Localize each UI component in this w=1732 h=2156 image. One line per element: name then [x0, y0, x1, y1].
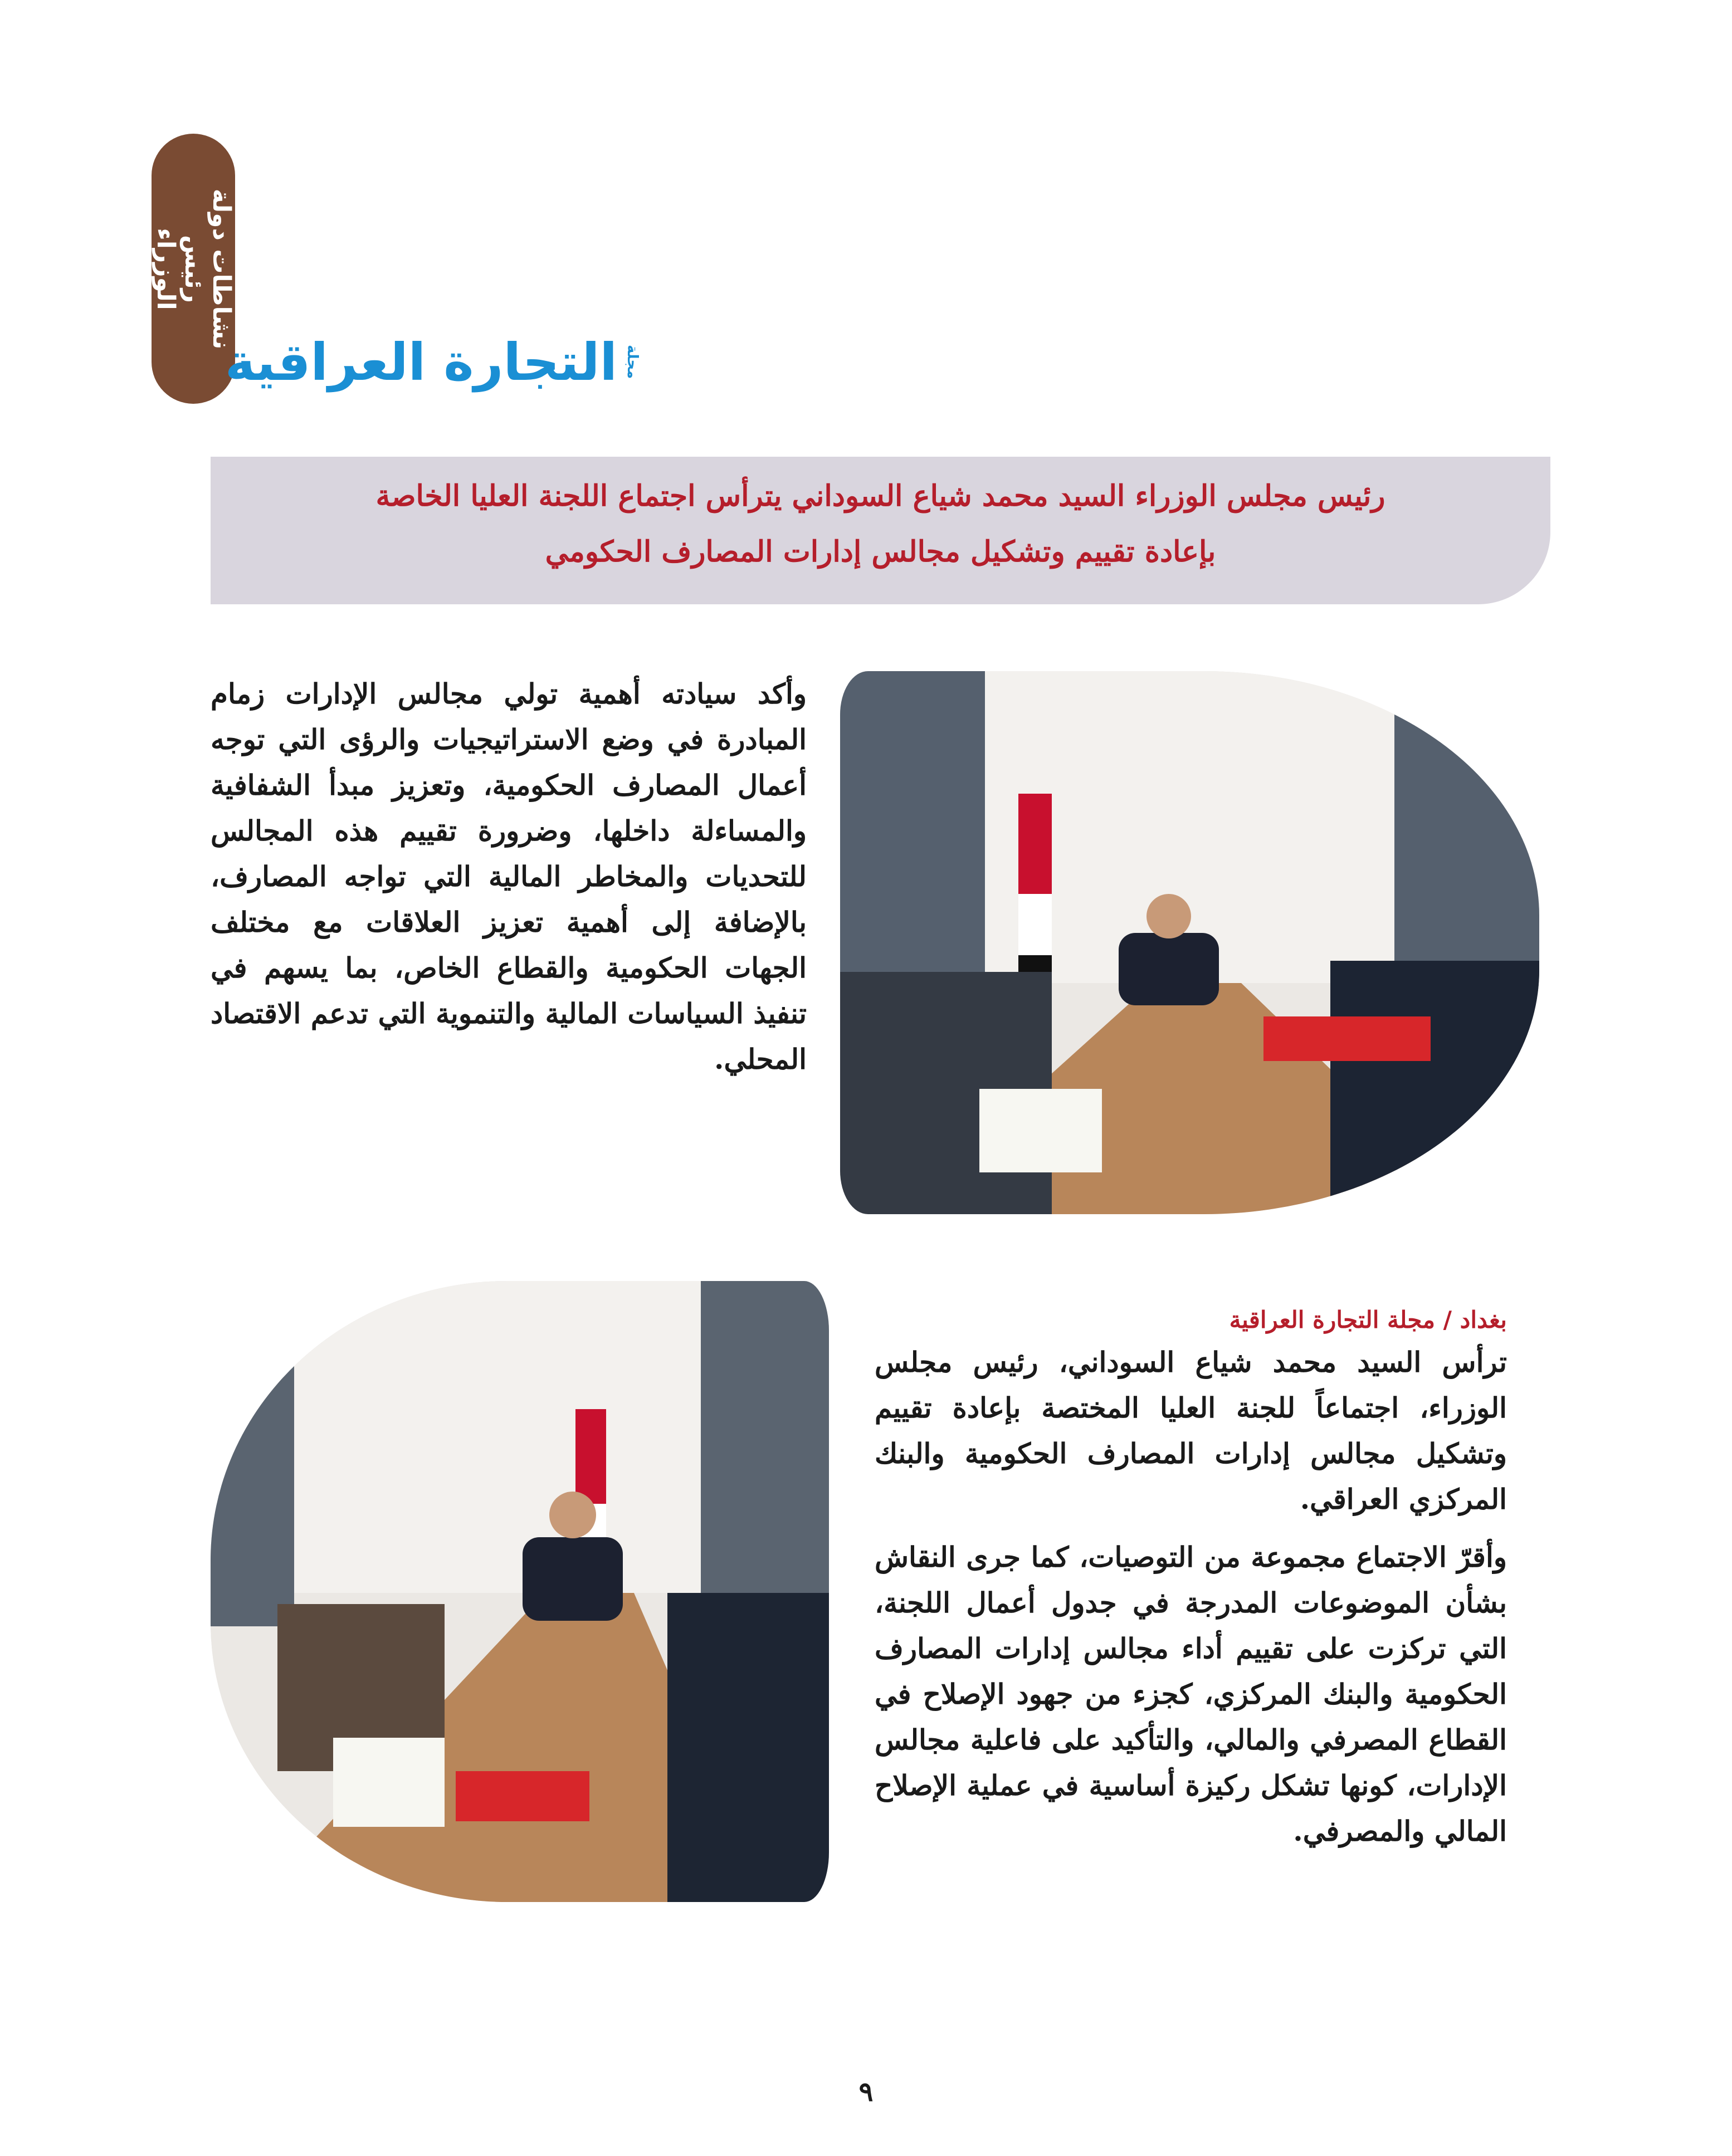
meeting-photo-1-image — [840, 671, 1539, 1214]
section-tab-label: نشاطات دولة رئيس الوزراء — [152, 188, 236, 349]
masthead-small-label: مجلة — [624, 345, 641, 379]
page-number: ٩ — [858, 2076, 874, 2108]
magazine-masthead — [225, 329, 641, 395]
article-right-column — [875, 1301, 1507, 1866]
meeting-photo-2-image — [211, 1281, 829, 1902]
article-paragraph-2: وأقرّ الاجتماع مجموعة من التوصيات، كما جرى النقاش بشأن الموضوعات المدرجة في جدول أعمال اللجنة، التي تركزت على تقييم أداء مجالس إدارات المصارف الحكومية والبنك المركزي، كجزء من جهود الإصلاح في القطاع المصرفي والمالي، والتأكيد على فاعلية مجالس الإدارات، كونها تشكل ركيزة أساسية في عملية الإصلاح المالي والمصرفي. — [875, 1541, 1507, 1847]
meeting-photo-2 — [211, 1281, 829, 1902]
section-tab — [152, 134, 235, 404]
headline-line-1: رئيس مجلس الوزراء السيد محمد شياع السوداني يترأس اجتماع اللجنة العليا الخاصة — [375, 479, 1385, 513]
article-paragraph-1: ترأس السيد محمد شياع السوداني، رئيس مجلس الوزراء، اجتماعاً للجنة العليا المختصة بإعادة تقييم وتشكيل مجالس إدارات المصارف الحكومية والبنك المركزي العراقي. — [875, 1346, 1507, 1515]
article-dateline: بغداد / مجلة التجارة العراقية — [1229, 1306, 1507, 1333]
headline-banner — [211, 457, 1550, 604]
article-left-column: وأكد سيادته أهمية تولي مجالس الإدارات زمام المبادرة في وضع الاستراتيجيات والرؤى التي توجه أعمال المصارف الحكومية، وتعزيز مبدأ الشفافية والمساءلة داخلها، وضرورة تقييم هذه المجالس للتحديات والمخاطر المالية التي تواجه المصارف، بالإضافة إلى أهمية تعزيز العلاقات مع مختلف الجهات الحكومية والقطاع الخاص، بما يسهم في تنفيذ السياسات المالية والتنموية التي تدعم الاقتصاد المحلي. — [211, 677, 807, 1075]
masthead-title: التجارة العراقية — [225, 332, 617, 392]
headline-line-2: بإعادة تقييم وتشكيل مجالس إدارات المصارف الحكومي — [545, 535, 1216, 569]
meeting-photo-1 — [840, 671, 1539, 1214]
